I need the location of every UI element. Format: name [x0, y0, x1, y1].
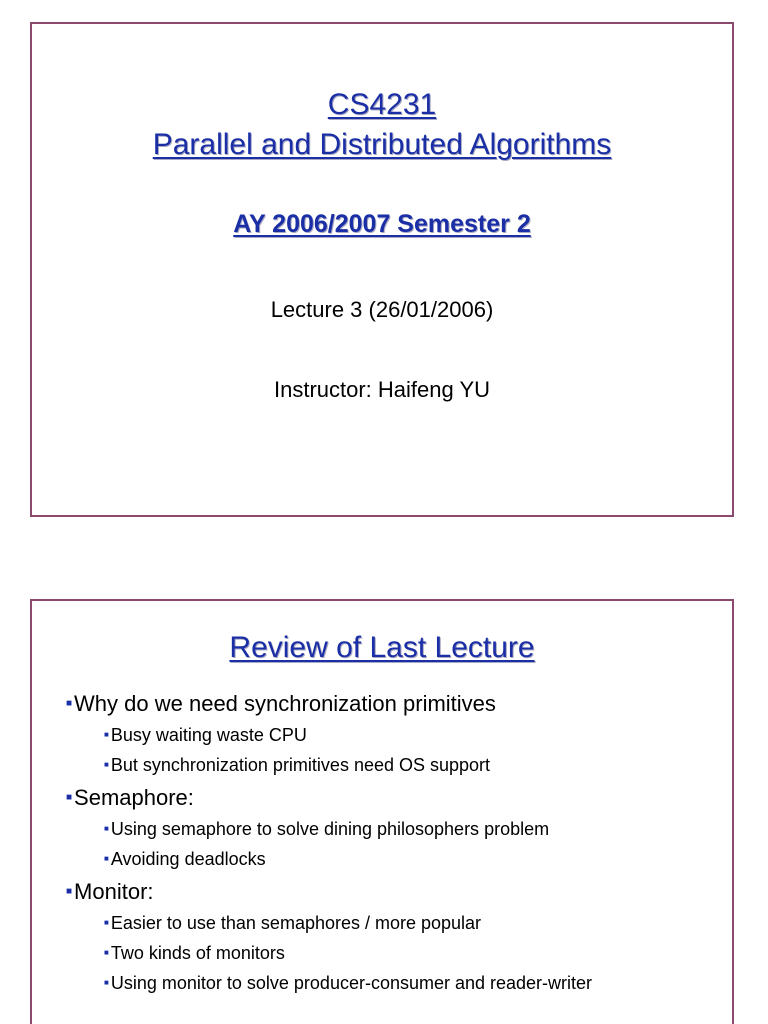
- bullet-item: [66, 691, 722, 776]
- sub-bullet-text: Two kinds of monitors: [110, 943, 285, 963]
- square-bullet-icon: ■: [66, 698, 73, 709]
- sub-bullet-text: Using semaphore to solve dining philosophers problem: [110, 819, 550, 839]
- sub-bullet-list: [66, 913, 722, 994]
- sub-bullet-text: Using monitor to solve producer-consumer and reader-writer: [110, 973, 593, 993]
- sub-bullet-text: But synchronization primitives need OS support: [110, 755, 491, 775]
- square-bullet-icon: ■: [66, 886, 73, 897]
- square-bullet-icon: ■: [104, 948, 109, 957]
- sub-bullet-item: [104, 943, 722, 964]
- square-bullet-icon: ■: [104, 760, 109, 769]
- sub-bullet-list: [66, 725, 722, 776]
- square-bullet-icon: ■: [66, 792, 73, 803]
- bullet-text: Why do we need synchronization primitives: [74, 691, 496, 716]
- title-slide: [30, 22, 734, 517]
- square-bullet-icon: ■: [104, 978, 109, 987]
- sub-bullet-item: [104, 913, 722, 934]
- lecture-info: Lecture 3 (26/01/2006): [270, 297, 494, 322]
- sub-bullet-item: [104, 973, 722, 994]
- bullet-item: [66, 785, 722, 870]
- sub-bullet-text: Avoiding deadlocks: [110, 849, 266, 869]
- sub-bullet-item: [104, 849, 722, 870]
- course-name: Parallel and Distributed Algorithms: [152, 128, 612, 161]
- square-bullet-icon: ■: [104, 824, 109, 833]
- square-bullet-icon: ■: [104, 918, 109, 927]
- review-slide: [30, 599, 734, 1024]
- semester-heading: AY 2006/2007 Semester 2: [233, 210, 531, 238]
- bullet-text: Monitor:: [74, 879, 154, 904]
- course-code: CS4231: [327, 88, 437, 121]
- sub-bullet-item: [104, 755, 722, 776]
- bullet-text: Semaphore:: [74, 785, 194, 810]
- bullet-list: [66, 691, 722, 1003]
- sub-bullet-list: [66, 819, 722, 870]
- sub-bullet-text: Busy waiting waste CPU: [110, 725, 307, 745]
- sub-bullet-text: Easier to use than semaphores / more popular: [110, 913, 482, 933]
- square-bullet-icon: ■: [104, 854, 109, 863]
- bullet-item: [66, 879, 722, 994]
- slide-title: Review of Last Lecture: [229, 631, 535, 664]
- sub-bullet-item: [104, 819, 722, 840]
- square-bullet-icon: ■: [104, 730, 109, 739]
- instructor-info: Instructor: Haifeng YU: [273, 377, 491, 402]
- sub-bullet-item: [104, 725, 722, 746]
